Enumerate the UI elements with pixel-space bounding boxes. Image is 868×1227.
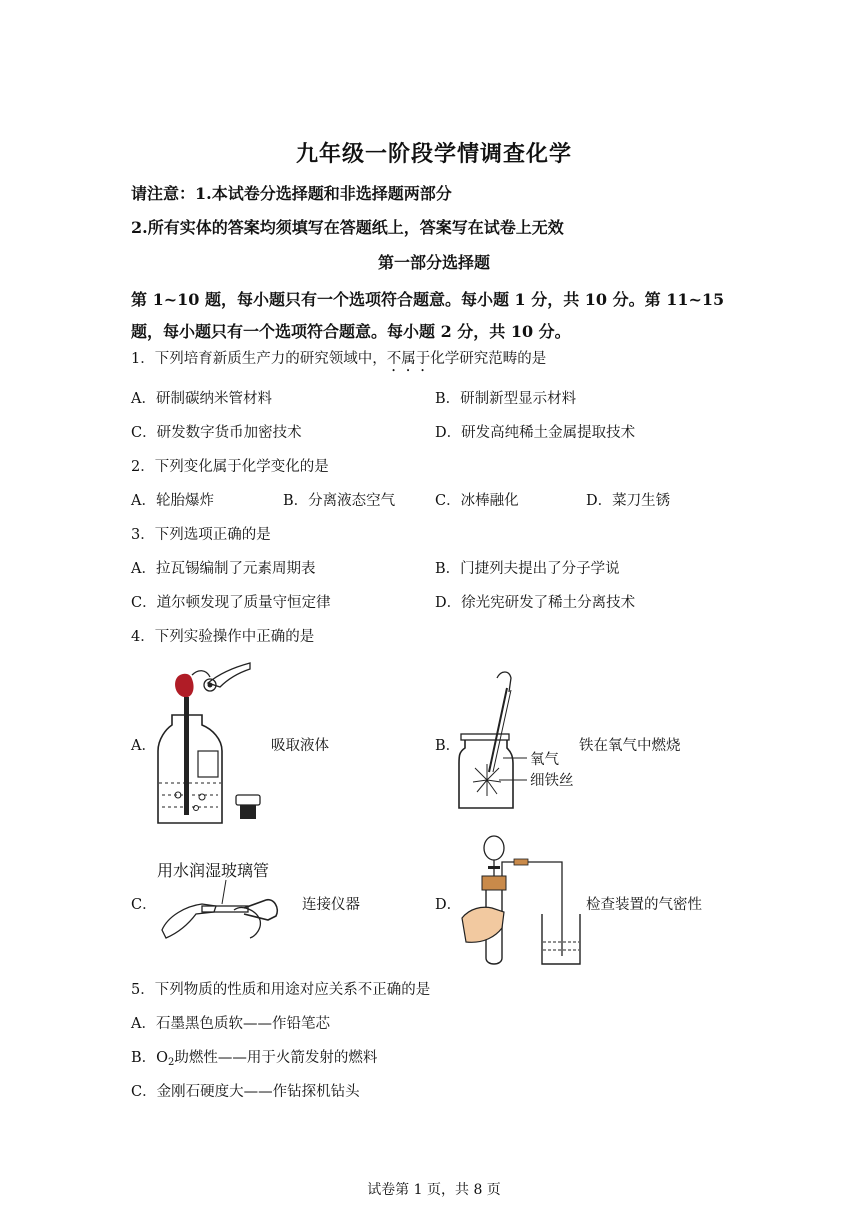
q4-c-label: 用水润湿玻璃管	[157, 861, 270, 880]
q5-stem: 5．下列物质的性质和用途对应关系不正确的是	[131, 982, 431, 998]
q4-option-c-caption: 连接仪器	[302, 897, 360, 913]
q1-stem: 1．下列培育新质生产力的研究领域中，不属于化学研究范畴的是	[131, 351, 547, 367]
page-title: 九年级一阶段学情调查化学	[295, 141, 572, 167]
q4-b-label-oxygen: 氧气	[530, 752, 559, 768]
q2-option-d: D．菜刀生锈	[586, 493, 671, 509]
q1-option-b: B．研制新型显示材料	[435, 391, 577, 407]
q2-option-a: A．轮胎爆炸	[131, 493, 214, 509]
q4-stem: 4．下列实验操作中正确的是	[131, 629, 315, 645]
glass-tube-diagram	[156, 880, 286, 942]
dropper-bulb	[175, 674, 194, 697]
q1-option-a: A．研制碳纳米管材料	[131, 391, 272, 407]
q3-stem: 3．下列选项正确的是	[131, 527, 271, 543]
page-footer: 试卷第 1 页，共 8 页	[367, 1182, 501, 1198]
q4-option-c-letter: C．	[131, 897, 157, 913]
q4-b-label-wire: 细铁丝	[530, 773, 574, 789]
q3-option-b: B．门捷列夫提出了分子学说	[435, 561, 620, 577]
section-title: 第一部分选择题	[377, 253, 490, 272]
q4-option-d-letter: D．	[435, 897, 462, 913]
q1-emphasis: 不属于	[386, 351, 431, 367]
q5-option-a: A．石墨黑色质软——作铅笔芯	[131, 1016, 330, 1032]
q2-option-b: B．分离液态空气	[283, 493, 396, 509]
q3-option-c: C．道尔顿发现了质量守恒定律	[131, 595, 331, 611]
q5-option-b: B．$O_2$助燃性——用于火箭发射的燃料	[131, 1050, 378, 1068]
note-line-2: 2.所有实体的答案均须填写在答题纸上，答案写在试卷上无效	[131, 218, 564, 237]
instructions-line-1: 第 1~10 题，每小题只有一个选项符合题意。每小题 1 分，共 10 分。第 11~15	[131, 290, 725, 309]
q4-option-d-caption: 检查装置的气密性	[586, 897, 702, 913]
iron-burning-diagram	[455, 668, 575, 816]
q4-option-b-caption: 铁在氧气中燃烧	[579, 738, 681, 754]
instructions-line-2: 题，每小题只有一个选项符合题意。每小题 2 分，共 10 分。	[131, 322, 571, 341]
airtightness-diagram	[456, 832, 586, 970]
q5-option-c: C．金刚石硬度大——作钻探机钻头	[131, 1084, 360, 1100]
note-line-1: 请注意：1.本试卷分选择题和非选择题两部分	[131, 184, 452, 203]
q3-option-a: A．拉瓦锡编制了元素周期表	[131, 561, 316, 577]
q2-option-c: C．冰棒融化	[435, 493, 519, 509]
hand	[462, 907, 504, 942]
q1-option-c: C．研发数字货币加密技术	[131, 425, 302, 441]
q3-option-d: D．徐光宪研发了稀土分离技术	[435, 595, 636, 611]
q1-option-d: D．研发高纯稀土金属提取技术	[435, 425, 636, 441]
q2-stem: 2．下列变化属于化学变化的是	[131, 459, 329, 475]
q4-option-a-letter: A．	[131, 738, 156, 754]
q4-option-a-caption: 吸取液体	[271, 738, 329, 754]
rubber-stopper	[482, 876, 506, 890]
dropper-bottle-diagram	[150, 655, 280, 830]
beaker	[542, 914, 580, 964]
q4-option-b-letter: B．	[435, 738, 461, 754]
gas-jar	[459, 740, 513, 808]
